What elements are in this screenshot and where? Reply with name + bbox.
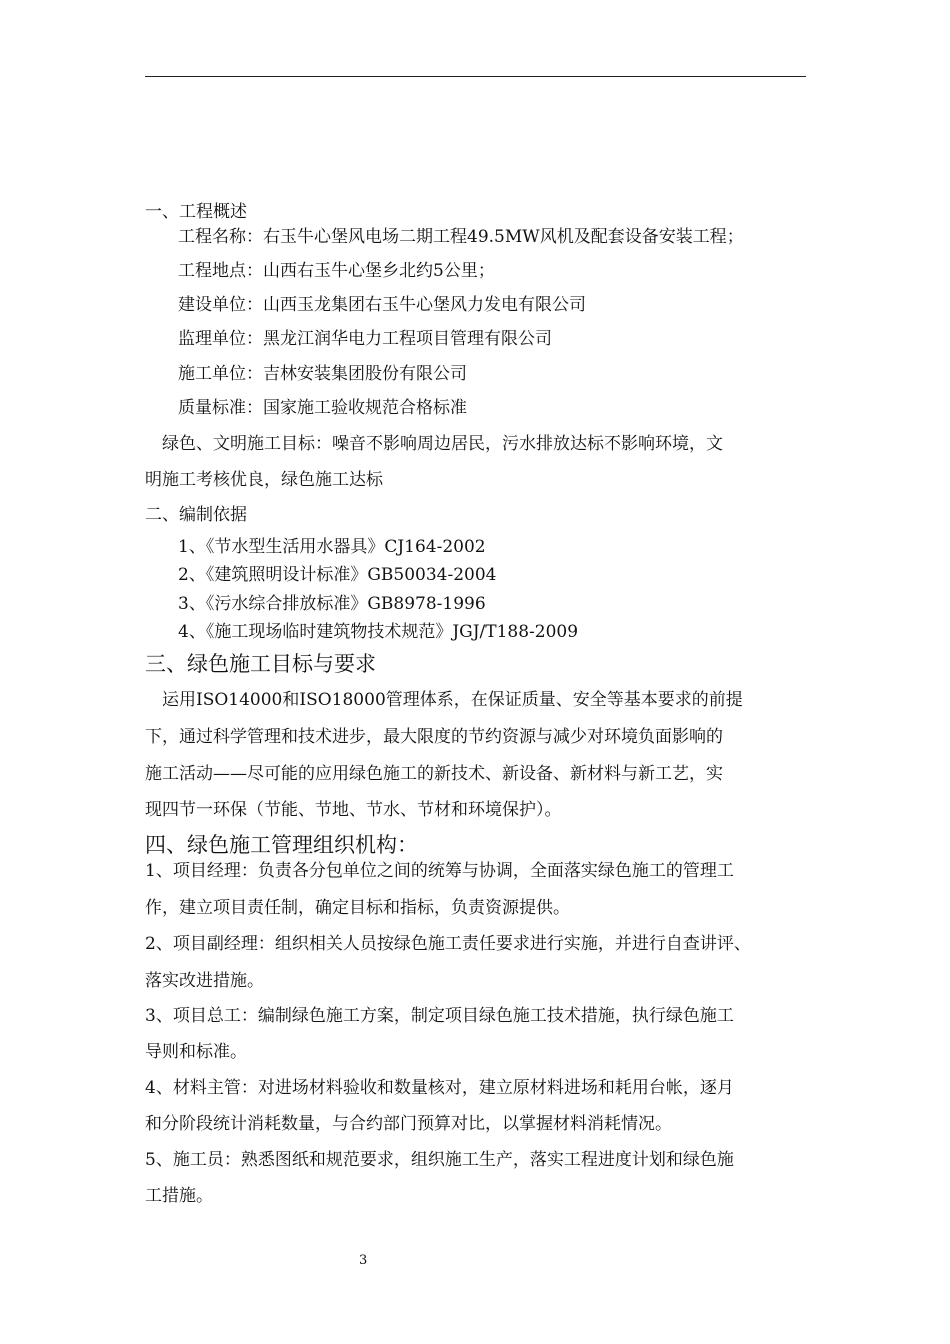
section-3-heading: 三、绿色施工目标与要求 [145, 652, 376, 676]
basis-item-4: 4、《施工现场临时建筑物技术规范》JGJ/T188-2009 [178, 622, 579, 642]
basis-item-1: 1、《节水型生活用水器具》CJ164-2002 [178, 537, 486, 557]
org-line-7: 4、材料主管：对进场材料验收和数量核对，建立原材料进场和耗用台帐，逐月 [145, 1078, 734, 1098]
green-goal-line-1: 绿色、文明施工目标：噪音不影响周边居民，污水排放达标不影响环境，文 [162, 434, 723, 454]
page-number: 3 [359, 1253, 368, 1268]
org-line-5: 3、项目总工：编制绿色施工方案，制定项目绿色施工技术措施，执行绿色施工 [145, 1006, 734, 1026]
owner-unit: 建设单位：山西玉龙集团右玉牛心堡风力发电有限公司 [178, 295, 586, 315]
project-name: 工程名称：右玉牛心堡风电场二期工程49.5MW风机及配套设备安装工程； [178, 227, 744, 247]
header-rule [145, 76, 806, 77]
basis-item-3: 3、《污水综合排放标准》GB8978-1996 [178, 594, 486, 614]
org-line-10: 工措施。 [145, 1186, 213, 1206]
project-location: 工程地点：山西右玉牛心堡乡北约5公里； [178, 261, 495, 281]
org-line-6: 导则和标准。 [145, 1042, 247, 1062]
section-2-heading: 二、编制依据 [145, 505, 247, 525]
org-line-4: 落实改进措施。 [145, 971, 264, 991]
section-3-para-line-1: 运用ISO14000和ISO18000管理体系，在保证质量、安全等基本要求的前提 [162, 690, 743, 710]
section-3-para-line-2: 下，通过科学管理和技术进步，最大限度的节约资源与减少对环境负面影响的 [145, 727, 723, 747]
quality-standard: 质量标准：国家施工验收规范合格标准 [178, 398, 467, 418]
contractor-unit: 施工单位：吉林安装集团股份有限公司 [178, 364, 467, 384]
section-3-para-line-3: 施工活动——尽可能的应用绿色施工的新技术、新设备、新材料与新工艺，实 [145, 764, 723, 784]
green-goal-line-2: 明施工考核优良，绿色施工达标 [145, 470, 383, 490]
org-line-1: 1、项目经理：负责各分包单位之间的统筹与协调，全面落实绿色施工的管理工 [145, 861, 734, 881]
org-line-2: 作，建立项目责任制，确定目标和指标，负责资源提供。 [145, 898, 570, 918]
supervisor-unit: 监理单位：黑龙江润华电力工程项目管理有限公司 [178, 329, 552, 349]
basis-item-2: 2、《建筑照明设计标准》GB50034-2004 [178, 565, 497, 585]
section-1-heading: 一、工程概述 [145, 202, 247, 222]
org-line-9: 5、施工员：熟悉图纸和规范要求，组织施工生产，落实工程进度计划和绿色施 [145, 1150, 734, 1170]
org-line-8: 和分阶段统计消耗数量，与合约部门预算对比，以掌握材料消耗情况。 [145, 1114, 672, 1134]
section-4-heading: 四、绿色施工管理组织机构： [145, 833, 418, 857]
org-line-3: 2、项目副经理：组织相关人员按绿色施工责任要求进行实施，并进行自查讲评、 [145, 934, 751, 954]
section-3-para-line-4: 现四节一环保（节能、节地、节水、节材和环境保护）。 [145, 800, 562, 820]
